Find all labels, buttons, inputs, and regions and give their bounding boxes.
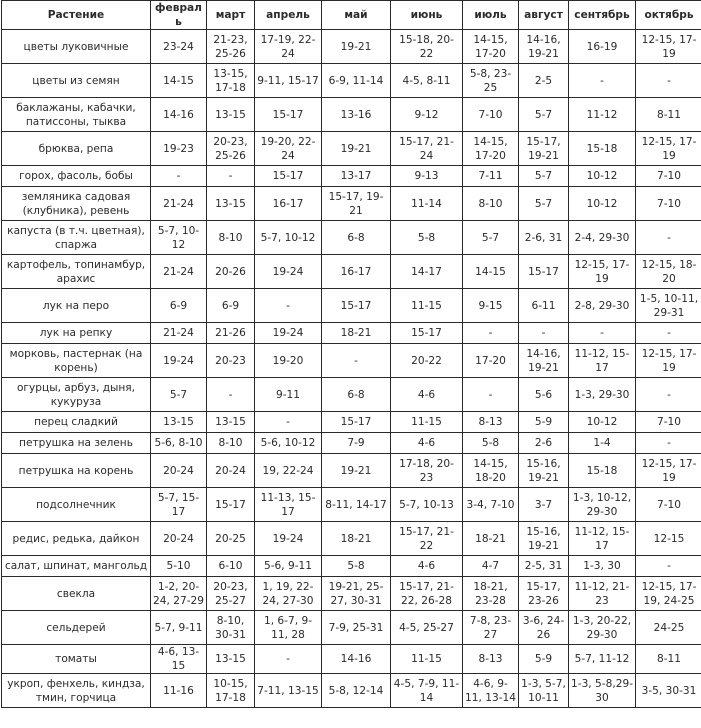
- date-range-cell: 15-16, 19-21: [519, 522, 569, 556]
- date-range-cell: 3-4, 7-10: [463, 488, 519, 522]
- date-range-cell: 15-17: [391, 323, 463, 344]
- date-range-cell: 14-16: [151, 98, 207, 132]
- date-range-cell: 9-13: [391, 166, 463, 187]
- date-range-cell: 12-15, 17-19: [636, 30, 701, 64]
- plant-name-cell: перец сладкий: [2, 412, 151, 433]
- date-range-cell: 6-9, 11-14: [322, 64, 391, 98]
- date-range-cell: -: [207, 166, 255, 187]
- date-range-cell: 5-7: [519, 166, 569, 187]
- plant-name-cell: петрушка на зелень: [2, 433, 151, 454]
- date-range-cell: 19, 22-24: [255, 454, 322, 488]
- date-range-cell: 6-9: [207, 289, 255, 323]
- date-range-cell: 12-15, 17-19: [636, 454, 701, 488]
- date-range-cell: -: [255, 289, 322, 323]
- date-range-cell: 1-3, 29-30: [569, 378, 636, 412]
- date-range-cell: 13-15: [207, 412, 255, 433]
- table-row: [2, 221, 701, 255]
- column-header-month: октябрь: [636, 1, 701, 30]
- date-range-cell: -: [569, 64, 636, 98]
- column-header-month: август: [519, 1, 569, 30]
- table-header: [2, 1, 701, 30]
- plant-name-cell: укроп, фенхель, киндза, тмин, горчица: [2, 674, 151, 708]
- table-row: [2, 64, 701, 98]
- date-range-cell: 7-10: [636, 488, 701, 522]
- date-range-cell: 10-15, 17-18: [207, 674, 255, 708]
- date-range-cell: 2-8, 29-30: [569, 289, 636, 323]
- date-range-cell: 15-17: [207, 488, 255, 522]
- column-header-month: июнь: [391, 1, 463, 30]
- date-range-cell: 15-17, 19-21: [322, 187, 391, 221]
- table-row: [2, 344, 701, 378]
- date-range-cell: 19-20: [255, 344, 322, 378]
- date-range-cell: 8-10: [207, 433, 255, 454]
- date-range-cell: 3-7: [519, 488, 569, 522]
- date-range-cell: 6-9: [151, 289, 207, 323]
- date-range-cell: 5-8, 23-25: [463, 64, 519, 98]
- plant-name-cell: редис, редька, дайкон: [2, 522, 151, 556]
- date-range-cell: 1-5, 10-11, 29-31: [636, 289, 701, 323]
- date-range-cell: 11-12: [569, 98, 636, 132]
- plant-name-cell: салат, шпинат, мангольд: [2, 556, 151, 577]
- date-range-cell: 8-10: [463, 187, 519, 221]
- date-range-cell: 14-15, 17-20: [463, 30, 519, 64]
- date-range-cell: 7-9, 25-31: [322, 611, 391, 645]
- date-range-cell: 5-9: [519, 645, 569, 674]
- date-range-cell: 5-7, 10-12: [255, 221, 322, 255]
- date-range-cell: 14-15, 17-20: [463, 132, 519, 166]
- date-range-cell: 13-15: [207, 645, 255, 674]
- date-range-cell: 5-7, 10-13: [391, 488, 463, 522]
- date-range-cell: 19-24: [255, 255, 322, 289]
- date-range-cell: 19-24: [255, 323, 322, 344]
- date-range-cell: -: [463, 323, 519, 344]
- date-range-cell: 15-17: [322, 289, 391, 323]
- date-range-cell: 5-6, 10-12: [255, 433, 322, 454]
- date-range-cell: 5-8: [391, 221, 463, 255]
- date-range-cell: -: [636, 221, 701, 255]
- date-range-cell: 17-20: [463, 344, 519, 378]
- date-range-cell: 8-11: [636, 98, 701, 132]
- date-range-cell: 4-5, 25-27: [391, 611, 463, 645]
- date-range-cell: 13-16: [322, 98, 391, 132]
- date-range-cell: 15-18: [569, 132, 636, 166]
- date-range-cell: 10-12: [569, 412, 636, 433]
- date-range-cell: 6-11: [519, 289, 569, 323]
- date-range-cell: 11-16: [151, 674, 207, 708]
- date-range-cell: 4-6, 13-15: [151, 645, 207, 674]
- date-range-cell: 19-21, 25-27, 30-31: [322, 577, 391, 611]
- plant-name-cell: брюква, репа: [2, 132, 151, 166]
- plant-name-cell: свекла: [2, 577, 151, 611]
- date-range-cell: 11-12, 21-23: [569, 577, 636, 611]
- date-range-cell: 13-15: [207, 187, 255, 221]
- planting-calendar-table: [1, 0, 701, 708]
- date-range-cell: 12-15, 18-20: [636, 255, 701, 289]
- table-row: [2, 577, 701, 611]
- date-range-cell: 8-11: [636, 645, 701, 674]
- table-row: [2, 645, 701, 674]
- date-range-cell: -: [207, 378, 255, 412]
- date-range-cell: 5-9: [519, 412, 569, 433]
- date-range-cell: 1, 19, 22-24, 27-30: [255, 577, 322, 611]
- date-range-cell: 12-15, 17-19: [569, 255, 636, 289]
- date-range-cell: 1-3, 30: [569, 556, 636, 577]
- date-range-cell: 24-25: [636, 611, 701, 645]
- date-range-cell: 20-23: [207, 344, 255, 378]
- date-range-cell: 8-10: [207, 221, 255, 255]
- date-range-cell: 15-18: [569, 454, 636, 488]
- date-range-cell: 5-7: [519, 98, 569, 132]
- table-row: [2, 166, 701, 187]
- table-row: [2, 488, 701, 522]
- date-range-cell: 20-23, 25-27: [207, 577, 255, 611]
- plant-name-cell: картофель, топинамбур, арахис: [2, 255, 151, 289]
- date-range-cell: 5-10: [151, 556, 207, 577]
- date-range-cell: 20-26: [207, 255, 255, 289]
- date-range-cell: -: [636, 433, 701, 454]
- date-range-cell: 21-23, 25-26: [207, 30, 255, 64]
- date-range-cell: 11-13, 15-17: [255, 488, 322, 522]
- date-range-cell: 5-6: [519, 378, 569, 412]
- date-range-cell: 14-16, 19-21: [519, 30, 569, 64]
- date-range-cell: 13-15: [207, 98, 255, 132]
- column-header-month: апрель: [255, 1, 322, 30]
- date-range-cell: 6-8: [322, 378, 391, 412]
- date-range-cell: 3-6, 24-26: [519, 611, 569, 645]
- date-range-cell: 4-5, 8-11: [391, 64, 463, 98]
- date-range-cell: 15-17, 21-22: [391, 522, 463, 556]
- date-range-cell: 2-6, 31: [519, 221, 569, 255]
- date-range-cell: 4-6: [391, 556, 463, 577]
- date-range-cell: 5-6, 8-10: [151, 433, 207, 454]
- table-row: [2, 611, 701, 645]
- date-range-cell: 17-18, 20-23: [391, 454, 463, 488]
- date-range-cell: 7-10: [636, 187, 701, 221]
- date-range-cell: 8-11, 14-17: [322, 488, 391, 522]
- plant-name-cell: лук на перо: [2, 289, 151, 323]
- date-range-cell: 14-15, 18-20: [463, 454, 519, 488]
- date-range-cell: 13-15, 17-18: [207, 64, 255, 98]
- date-range-cell: 5-8, 12-14: [322, 674, 391, 708]
- table-body: [2, 30, 701, 708]
- plant-name-cell: лук на репку: [2, 323, 151, 344]
- date-range-cell: -: [151, 166, 207, 187]
- table-row: [2, 522, 701, 556]
- date-range-cell: 9-12: [391, 98, 463, 132]
- date-range-cell: 15-17, 21-24: [391, 132, 463, 166]
- table-row: [2, 132, 701, 166]
- plant-name-cell: петрушка на корень: [2, 454, 151, 488]
- date-range-cell: 15-17, 21-22, 26-28: [391, 577, 463, 611]
- date-range-cell: 12-15, 17-19: [636, 132, 701, 166]
- date-range-cell: 17-19, 22-24: [255, 30, 322, 64]
- date-range-cell: 20-24: [207, 454, 255, 488]
- table-row: [2, 556, 701, 577]
- date-range-cell: -: [636, 323, 701, 344]
- date-range-cell: 5-7, 11-12: [569, 645, 636, 674]
- date-range-cell: 4-5, 7-9, 11-14: [391, 674, 463, 708]
- date-range-cell: 18-21, 23-28: [463, 577, 519, 611]
- column-header-plant: Растение: [2, 1, 151, 30]
- date-range-cell: 14-16: [322, 645, 391, 674]
- date-range-cell: 15-17: [322, 412, 391, 433]
- plant-name-cell: горох, фасоль, бобы: [2, 166, 151, 187]
- date-range-cell: 5-7: [519, 187, 569, 221]
- date-range-cell: -: [519, 323, 569, 344]
- date-range-cell: 1-2, 20-24, 27-29: [151, 577, 207, 611]
- date-range-cell: 15-17: [255, 98, 322, 132]
- date-range-cell: -: [463, 378, 519, 412]
- date-range-cell: 21-24: [151, 187, 207, 221]
- date-range-cell: 6-8: [322, 221, 391, 255]
- date-range-cell: 21-26: [207, 323, 255, 344]
- column-header-month: февраль: [151, 1, 207, 30]
- date-range-cell: 6-10: [207, 556, 255, 577]
- plant-name-cell: огурцы, арбуз, дыня, кукуруза: [2, 378, 151, 412]
- table-row: [2, 255, 701, 289]
- table-row: [2, 412, 701, 433]
- date-range-cell: 18-21: [322, 522, 391, 556]
- date-range-cell: -: [569, 323, 636, 344]
- header-row: [2, 1, 701, 30]
- table-row: [2, 98, 701, 132]
- date-range-cell: 12-15, 17-19, 24-25: [636, 577, 701, 611]
- date-range-cell: 11-15: [391, 412, 463, 433]
- date-range-cell: 20-22: [391, 344, 463, 378]
- date-range-cell: 18-21: [463, 522, 519, 556]
- date-range-cell: 7-8, 23-27: [463, 611, 519, 645]
- date-range-cell: 11-12, 15-17: [569, 344, 636, 378]
- table-row: [2, 674, 701, 708]
- date-range-cell: -: [322, 344, 391, 378]
- date-range-cell: 3-5, 30-31: [636, 674, 701, 708]
- date-range-cell: 19-21: [322, 454, 391, 488]
- date-range-cell: 20-23, 25-26: [207, 132, 255, 166]
- date-range-cell: 11-15: [391, 645, 463, 674]
- date-range-cell: 2-5, 31: [519, 556, 569, 577]
- table-row: [2, 378, 701, 412]
- date-range-cell: 4-6: [391, 433, 463, 454]
- table-row: [2, 187, 701, 221]
- date-range-cell: 15-17: [255, 166, 322, 187]
- date-range-cell: 7-10: [636, 412, 701, 433]
- date-range-cell: 21-24: [151, 323, 207, 344]
- date-range-cell: 19-24: [151, 344, 207, 378]
- date-range-cell: 7-11, 13-15: [255, 674, 322, 708]
- plant-name-cell: баклажаны, кабачки, патиссоны, тыква: [2, 98, 151, 132]
- date-range-cell: 16-17: [255, 187, 322, 221]
- date-range-cell: 13-15: [151, 412, 207, 433]
- date-range-cell: 7-11: [463, 166, 519, 187]
- plant-name-cell: цветы из семян: [2, 64, 151, 98]
- date-range-cell: 16-17: [322, 255, 391, 289]
- date-range-cell: 15-16, 19-21: [519, 454, 569, 488]
- date-range-cell: 5-6, 9-11: [255, 556, 322, 577]
- date-range-cell: 15-17: [519, 255, 569, 289]
- date-range-cell: 1-3, 5-7, 10-11: [519, 674, 569, 708]
- date-range-cell: 1-3, 5-8,29-30: [569, 674, 636, 708]
- table-row: [2, 433, 701, 454]
- date-range-cell: 5-8: [322, 556, 391, 577]
- table-row: [2, 323, 701, 344]
- column-header-month: июль: [463, 1, 519, 30]
- date-range-cell: 11-14: [391, 187, 463, 221]
- date-range-cell: 8-10, 30-31: [207, 611, 255, 645]
- date-range-cell: 19-21: [322, 30, 391, 64]
- date-range-cell: -: [636, 556, 701, 577]
- date-range-cell: 1-3, 20-22, 29-30: [569, 611, 636, 645]
- date-range-cell: 19-23: [151, 132, 207, 166]
- date-range-cell: 11-15: [391, 289, 463, 323]
- date-range-cell: 15-17, 23-26: [519, 577, 569, 611]
- date-range-cell: 2-6: [519, 433, 569, 454]
- date-range-cell: 20-24: [151, 454, 207, 488]
- date-range-cell: 21-24: [151, 255, 207, 289]
- table-row: [2, 289, 701, 323]
- date-range-cell: 7-10: [636, 166, 701, 187]
- date-range-cell: 19-20, 22-24: [255, 132, 322, 166]
- date-range-cell: 1, 6-7, 9-11, 28: [255, 611, 322, 645]
- date-range-cell: 4-6: [391, 378, 463, 412]
- plant-name-cell: подсолнечник: [2, 488, 151, 522]
- date-range-cell: 5-7: [151, 378, 207, 412]
- date-range-cell: 7-9: [322, 433, 391, 454]
- plant-name-cell: капуста (в т.ч. цветная), спаржа: [2, 221, 151, 255]
- date-range-cell: 10-12: [569, 187, 636, 221]
- date-range-cell: 9-11: [255, 378, 322, 412]
- date-range-cell: 2-5: [519, 64, 569, 98]
- date-range-cell: 10-12: [569, 166, 636, 187]
- date-range-cell: 12-15, 17-19: [636, 344, 701, 378]
- date-range-cell: 5-7, 9-11: [151, 611, 207, 645]
- date-range-cell: 14-15: [151, 64, 207, 98]
- plant-name-cell: томаты: [2, 645, 151, 674]
- date-range-cell: 15-18, 20-22: [391, 30, 463, 64]
- column-header-month: май: [322, 1, 391, 30]
- date-range-cell: 16-19: [569, 30, 636, 64]
- date-range-cell: 9-15: [463, 289, 519, 323]
- date-range-cell: 12-15: [636, 522, 701, 556]
- date-range-cell: 8-13: [463, 645, 519, 674]
- date-range-cell: 5-7: [463, 221, 519, 255]
- date-range-cell: 14-17: [391, 255, 463, 289]
- date-range-cell: 4-7: [463, 556, 519, 577]
- date-range-cell: 15-17, 19-21: [519, 132, 569, 166]
- plant-name-cell: цветы луковичные: [2, 30, 151, 64]
- date-range-cell: 14-15: [463, 255, 519, 289]
- plant-name-cell: сельдерей: [2, 611, 151, 645]
- table-row: [2, 30, 701, 64]
- table-row: [2, 454, 701, 488]
- date-range-cell: 19-24: [255, 522, 322, 556]
- date-range-cell: 4-6, 9-11, 13-14: [463, 674, 519, 708]
- date-range-cell: 1-4: [569, 433, 636, 454]
- date-range-cell: -: [636, 378, 701, 412]
- date-range-cell: 11-12, 15-17: [569, 522, 636, 556]
- date-range-cell: 5-7, 15-17: [151, 488, 207, 522]
- date-range-cell: 20-25: [207, 522, 255, 556]
- date-range-cell: -: [636, 64, 701, 98]
- column-header-month: сентябрь: [569, 1, 636, 30]
- date-range-cell: 1-3, 10-12, 29-30: [569, 488, 636, 522]
- date-range-cell: 14-16, 19-21: [519, 344, 569, 378]
- date-range-cell: 5-7, 10-12: [151, 221, 207, 255]
- date-range-cell: 2-4, 29-30: [569, 221, 636, 255]
- date-range-cell: -: [255, 412, 322, 433]
- date-range-cell: 5-8: [463, 433, 519, 454]
- date-range-cell: 8-13: [463, 412, 519, 433]
- plant-name-cell: земляника садовая (клубника), ревень: [2, 187, 151, 221]
- date-range-cell: 9-11, 15-17: [255, 64, 322, 98]
- date-range-cell: 20-24: [151, 522, 207, 556]
- date-range-cell: 18-21: [322, 323, 391, 344]
- date-range-cell: 19-21: [322, 132, 391, 166]
- date-range-cell: -: [255, 645, 322, 674]
- column-header-month: март: [207, 1, 255, 30]
- plant-name-cell: морковь, пастернак (на корень): [2, 344, 151, 378]
- date-range-cell: 13-17: [322, 166, 391, 187]
- date-range-cell: 7-10: [463, 98, 519, 132]
- date-range-cell: 23-24: [151, 30, 207, 64]
